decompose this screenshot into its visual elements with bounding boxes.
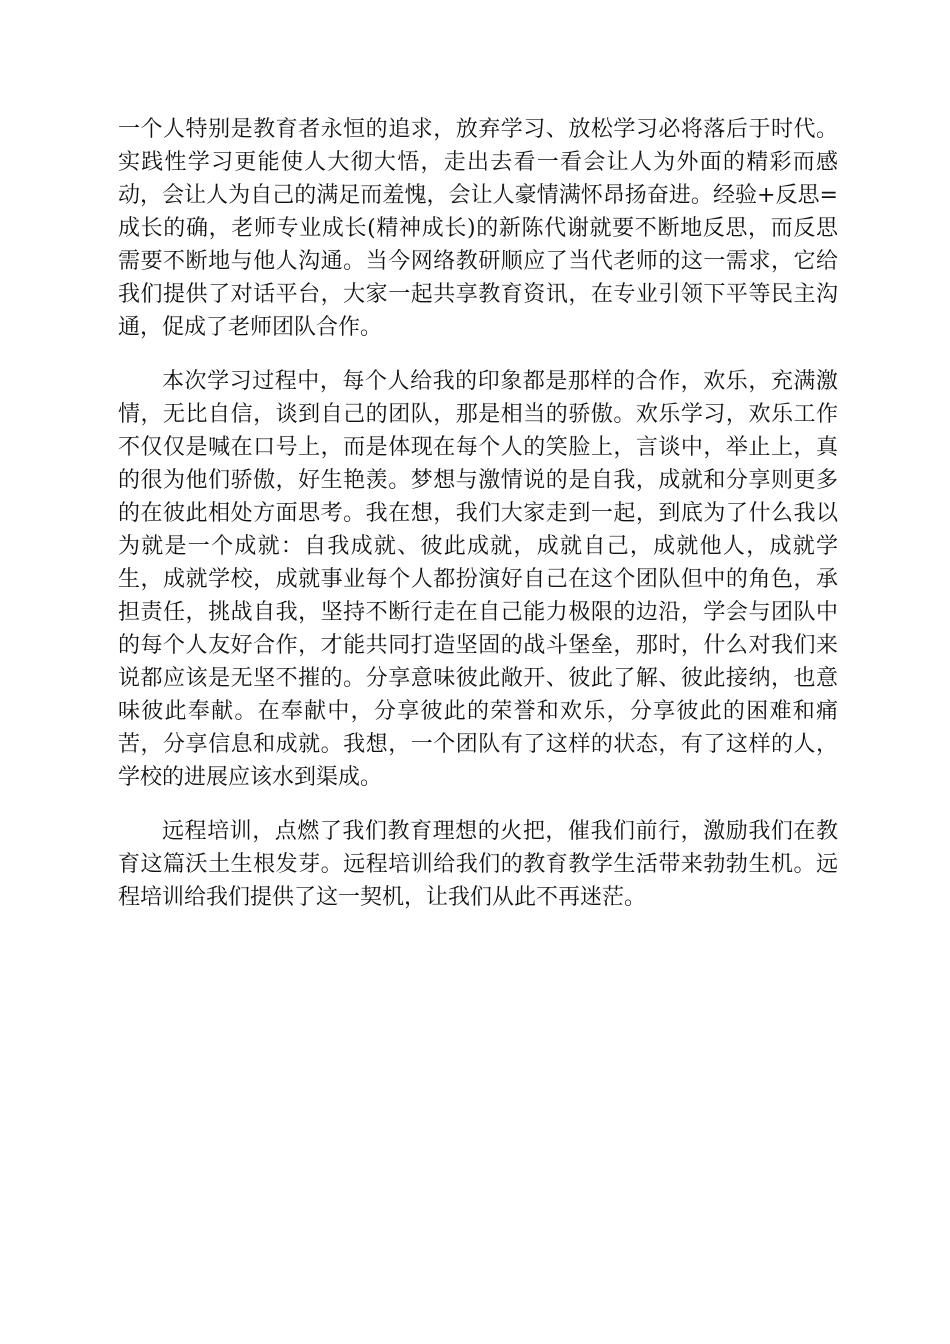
- paragraph-2: 本次学习过程中，每个人给我的印象都是那样的合作，欢乐，充满激情，无比自信，谈到自己的团队，那是相当的骄傲。欢乐学习，欢乐工作不仅仅是喊在口号上，而是体现在每个人的笑脸上，言谈中，举止上，真的很为他们骄傲，好生艳羡。梦想与激情说的是自我，成就和分享则更多的在彼此相处方面思考。我在想，我们大家走到一起，到底为了什么我以为就是一个成就：自我成就、彼此成就，成就自己，成就他人，成就学生，成就学校，成就事业每个人都扮演好自己在这个团队但中的角色，承担责任，挑战自我，坚持不断行走在自己能力极限的边沿，学会与团队中的每个人友好合作，才能共同打造坚固的战斗堡垒，那时，什么对我们来说都应该是无坚不摧的。分享意味彼此敞开、彼此了解、彼此接纳，也意味彼此奉献。在奉献中，分享彼此的荣誉和欢乐，分享彼此的困难和痛苦，分享信息和成就。我想，一个团队有了这样的状态，有了这样的人，学校的进展应该水到渠成。: [118, 369, 838, 790]
- document-body: [118, 113, 838, 935]
- paragraph-3: 远程培训，点燃了我们教育理想的火把，催我们前行，激励我们在教育这篇沃土生根发芽。远程培训给我们的教育教学生活带来勃勃生机。远程培训给我们提供了这一契机，让我们从此不再迷茫。: [118, 819, 838, 910]
- paragraph-1: 一个人特别是教育者永恒的追求，放弃学习、放松学习必将落后于时代。实践性学习更能使人大彻大悟，走出去看一看会让人为外面的精彩而感动，会让人为自己的满足而羞愧，会让人豪情满怀昂扬奋进。经验+反思=成长的确，老师专业成长(精神成长)的新陈代谢就要不断地反思，而反思需要不断地与他人沟通。当今网络教研顺应了当代老师的这一需求，它给我们提供了对话平台，大家一起共享教育资讯，在专业引领下平等民主沟通，促成了老师团队合作。: [118, 117, 838, 340]
